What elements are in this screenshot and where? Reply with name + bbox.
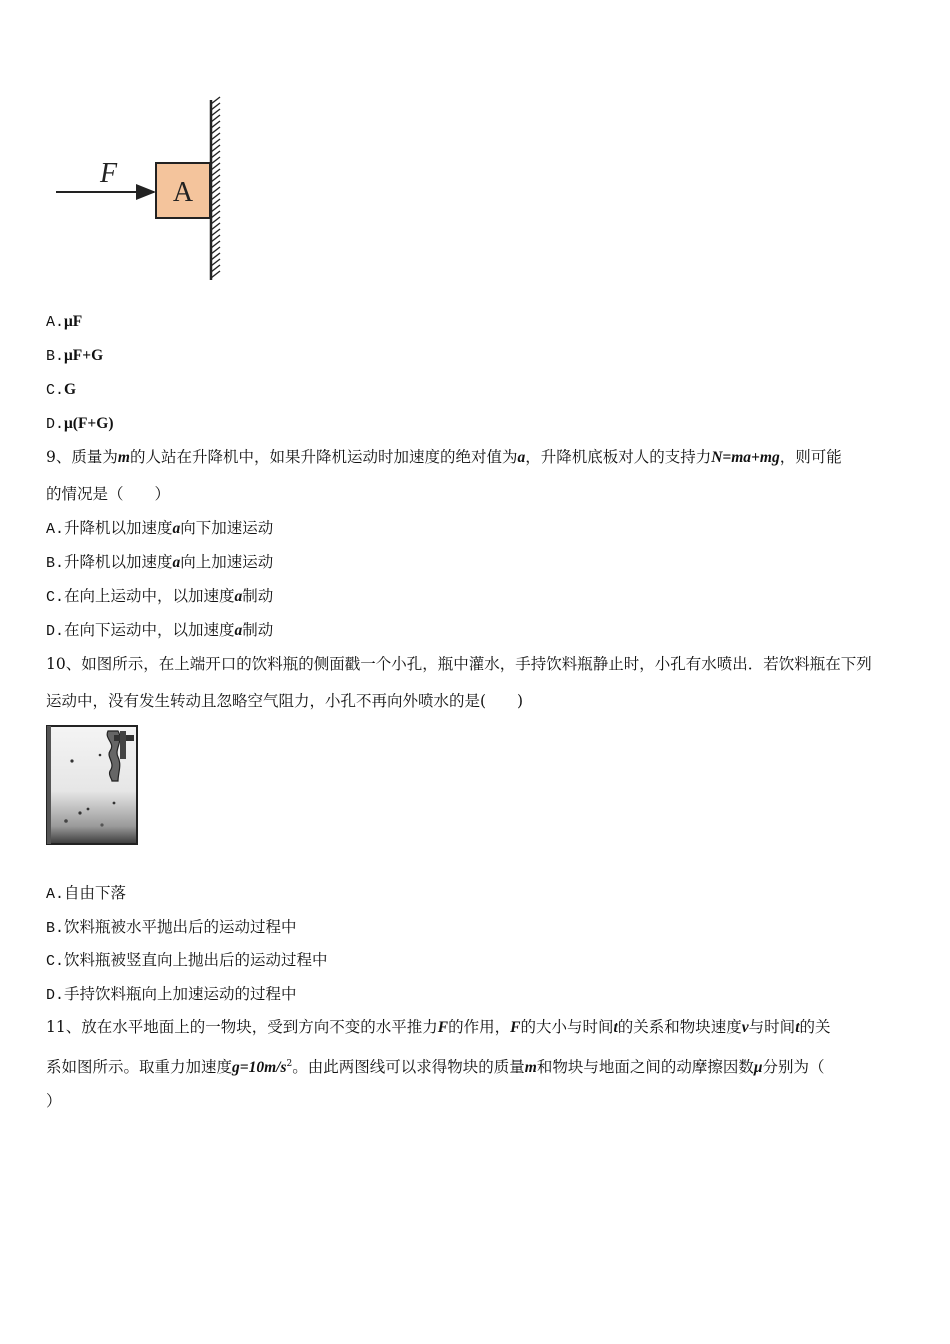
q11-stem-line2: 系如图所示。取重力加速度$g=10m/s^2$。由此两图线可以求得物块的质量m和物块与地面之间的动摩擦因数μ分别为（ bbox=[46, 1058, 825, 1077]
q9-option-b: B.升降机以加速度a向上加速运动 bbox=[46, 553, 274, 572]
q8-option-a: A.μF bbox=[46, 313, 83, 331]
block-label: A bbox=[172, 177, 194, 208]
q9-option-d: D.在向下运动中，以加速度a制动 bbox=[46, 621, 274, 640]
force-label: F bbox=[100, 158, 118, 189]
q11-stem-line1: 11、放在水平地面上的一物块，受到方向不变的水平推力F的作用，F的大小与时间t的关系和物块速度v与时间t的关 bbox=[46, 1018, 831, 1036]
q11-stem-line3: ） bbox=[46, 1092, 62, 1110]
q9-stem-line2: 的情况是（ ） bbox=[46, 485, 171, 503]
q10-option-b: B.饮料瓶被水平抛出后的运动过程中 bbox=[46, 918, 297, 937]
q10-stem-line1: 10、如图所示，在上端开口的饮料瓶的侧面戳一个小孔，瓶中灌水，手持饮料瓶静止时，小孔有水喷出．若饮料瓶在下列 bbox=[46, 655, 872, 673]
q8-option-c: C.G bbox=[46, 381, 77, 399]
wall-hatching bbox=[211, 97, 220, 278]
q10-option-a: A.自由下落 bbox=[46, 884, 127, 903]
q10-option-d: D.手持饮料瓶向上加速运动的过程中 bbox=[46, 985, 297, 1004]
force-block-wall-figure bbox=[50, 96, 230, 286]
q9-option-a: A.升降机以加速度a向下加速运动 bbox=[46, 519, 274, 538]
q10-stem-line2: 运动中，没有发生转动且忽略空气阻力，小孔不再向外喷水的是( ) bbox=[46, 692, 524, 710]
bottle-photo-figure bbox=[46, 725, 138, 845]
q8-option-b: B.μF+G bbox=[46, 347, 104, 365]
q10-option-c: C.饮料瓶被竖直向上抛出后的运动过程中 bbox=[46, 951, 328, 970]
q9-option-c: C.在向上运动中，以加速度a制动 bbox=[46, 587, 274, 606]
q8-option-d: D.μ(F+G) bbox=[46, 415, 114, 433]
q9-stem-line1: 9、质量为m的人站在升降机中，如果升降机运动时加速度的绝对值为a，升降机底板对人的支持力N=ma+mg，则可能 bbox=[46, 448, 842, 466]
